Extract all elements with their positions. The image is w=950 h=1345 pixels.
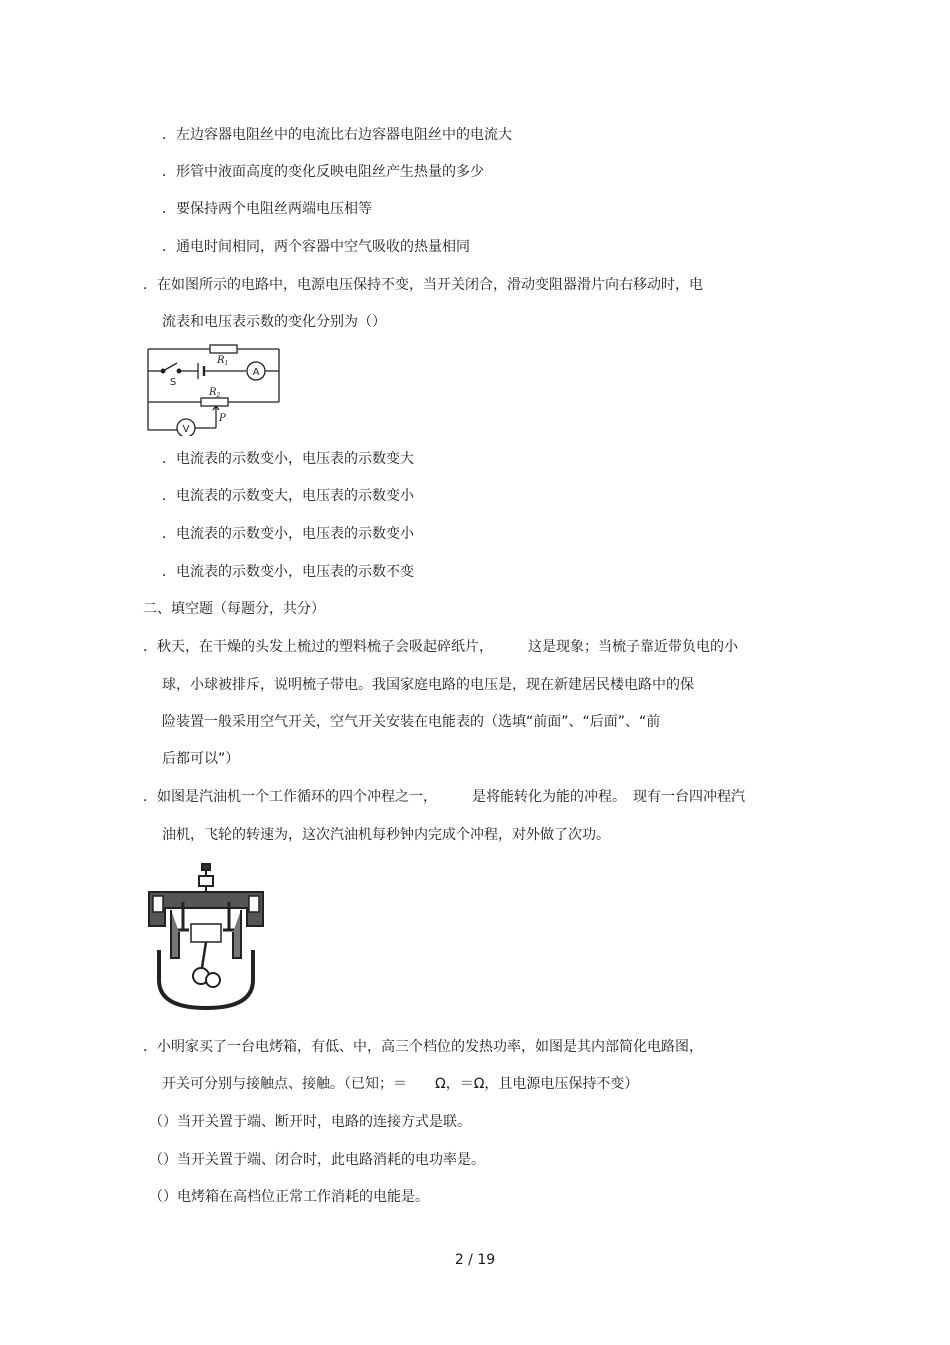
- option-a-prev: ．左边容器电阻丝中的电流比右边容器电阻丝中的电流大: [162, 127, 512, 143]
- oven-subquestion-1: （）当开关置于端、断开时，电路的连接方式是联。: [149, 1114, 471, 1130]
- comb-question-line4: 后都可以”）: [162, 751, 240, 767]
- option-b-prev: ．形管中液面高度的变化反映电阻丝产生热量的多少: [162, 164, 484, 180]
- option-c-prev: ．要保持两个电阻丝两端电压相等: [162, 201, 372, 217]
- circuit-option-d: ．电流表的示数变小，电压表的示数不变: [162, 564, 414, 580]
- switch-label: S: [169, 377, 177, 388]
- slider-label: P: [219, 413, 226, 424]
- ammeter-label: A: [252, 367, 260, 378]
- engine-question-line2: 油机，飞轮的转速为，这次汽油机每秒钟内完成个冲程，对外做了次功。: [162, 827, 610, 843]
- circuit-option-b: ．电流表的示数变大，电压表的示数变小: [162, 488, 414, 504]
- r1-label: $R_1$: [217, 355, 229, 367]
- oven-question-line1: ．小明家买了一台电烤箱，有低、中，高三个档位的发热功率，如图是其内部简化电路图，: [143, 1039, 703, 1055]
- circuit-option-a: ．电流表的示数变小，电压表的示数变大: [162, 451, 414, 467]
- circuit-diagram: [143, 344, 285, 436]
- oven-subquestion-3: （）电烤箱在高档位正常工作消耗的电能是。: [149, 1189, 429, 1205]
- circuit-option-c: ．电流表的示数变小，电压表的示数变小: [162, 526, 414, 542]
- r2-label: $R_2$: [209, 387, 221, 399]
- circuit-question-stem: ．在如图所示的电路中，电源电压保持不变，当开关闭合，滑动变阻器滑片向右移动时，电: [143, 277, 703, 293]
- comb-question-line2: 球，小球被排斥，说明梳子带电。我国家庭电路的电压是，现在新建居民楼电路中的保: [162, 677, 694, 693]
- circuit-question-stem-cont: 流表和电压表示数的变化分别为（）: [162, 314, 386, 330]
- voltmeter-label: V: [182, 424, 190, 435]
- oven-subquestion-2: （）当开关置于端、闭合时，此电路消耗的电功率是。: [149, 1152, 485, 1168]
- engine-diagram: [143, 862, 275, 1014]
- page-number: 2 / 19: [454, 1252, 496, 1268]
- option-d-prev: ．通电时间相同，两个容器中空气吸收的热量相同: [162, 239, 470, 255]
- oven-question-line2: 开关可分别与接触点、接触。（已知；＝ Ω，＝Ω，且电源电压保持不变）: [162, 1076, 639, 1092]
- engine-question-line1: ．如图是汽油机一个工作循环的四个冲程之一， 是将能转化为能的冲程。 现有一台四冲程汽: [143, 789, 745, 805]
- comb-question-line1: ．秋天，在干燥的头发上梳过的塑料梳子会吸起碎纸片， 这是现象；当梳子靠近带负电的小: [143, 639, 738, 655]
- comb-question-line3: 险装置一般采用空气开关，空气开关安装在电能表的（选填“前面”、“后面”、“前: [162, 714, 661, 730]
- section-title: 二、填空题（每题分，共分）: [143, 601, 325, 617]
